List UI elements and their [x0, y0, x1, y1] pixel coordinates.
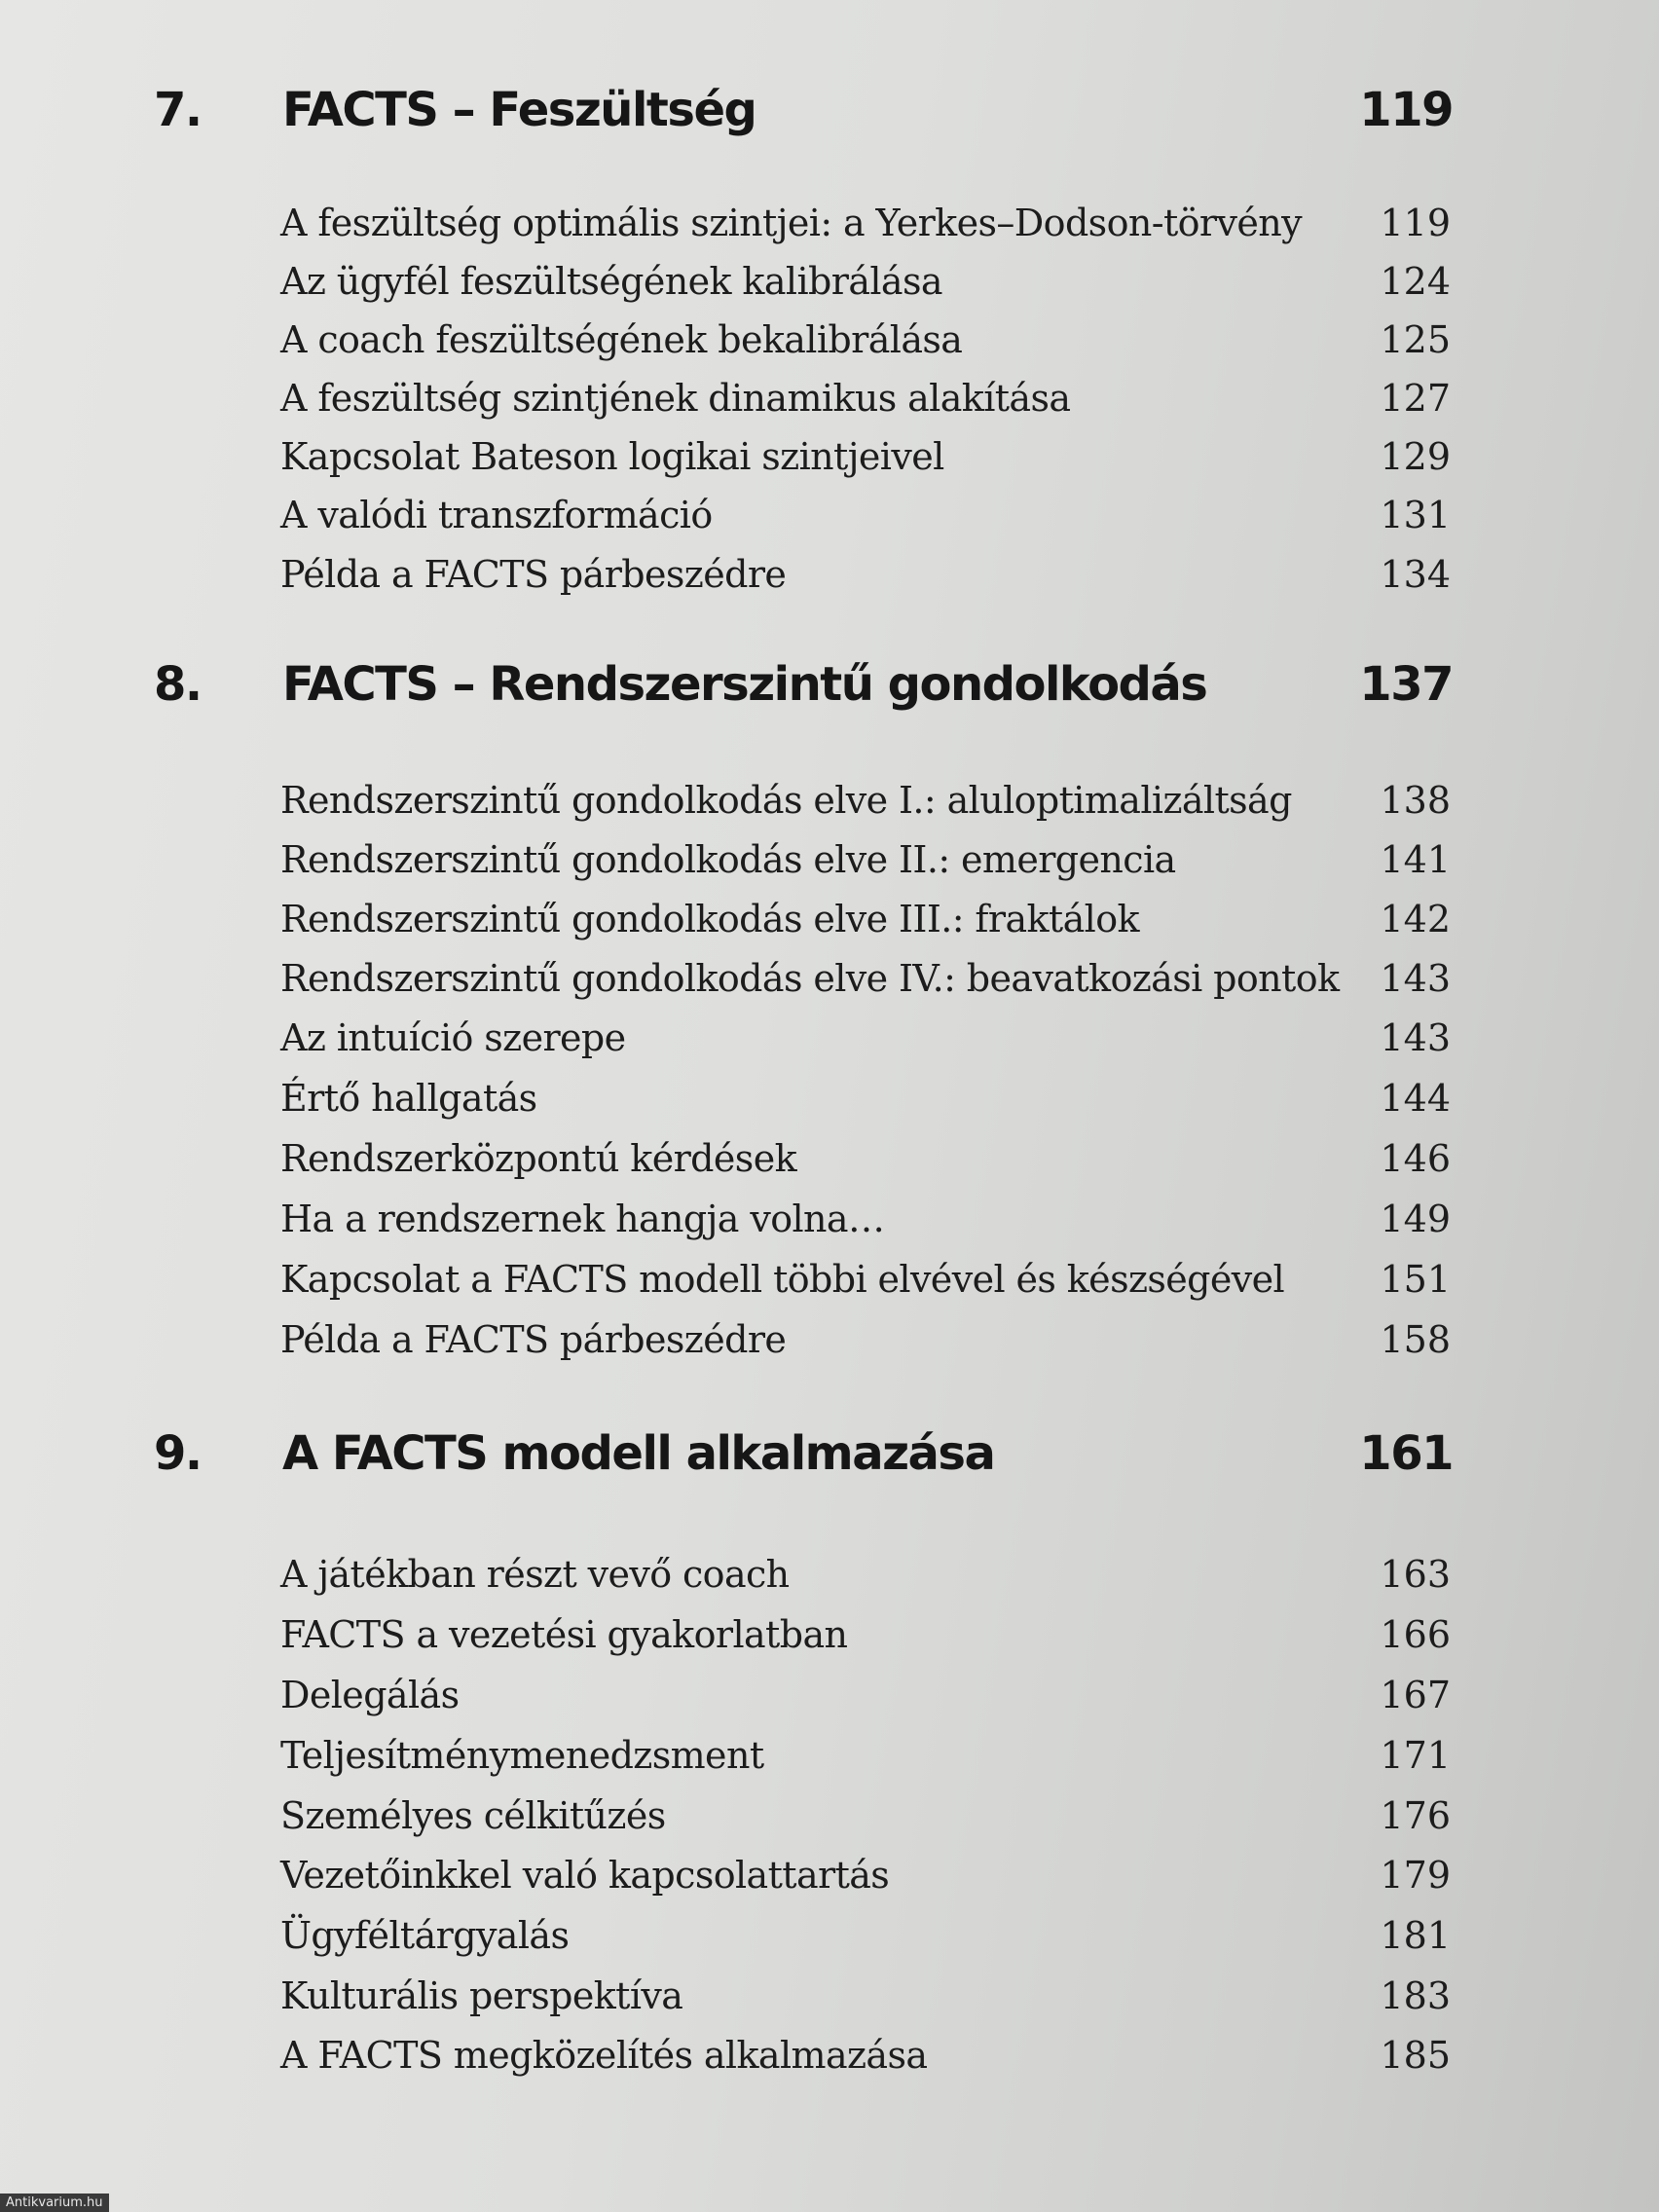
toc-entry: [0, 1734, 1659, 1783]
toc-entry: [0, 1794, 1659, 1843]
toc-entry-page: 134: [1380, 553, 1451, 596]
toc-entry: [0, 553, 1659, 602]
toc-entry: [0, 1137, 1659, 1186]
toc-entry-page: 119: [1380, 202, 1451, 244]
toc-entry-page: 124: [1380, 260, 1451, 303]
watermark-logo: Antikvarium.hu: [0, 2194, 109, 2212]
toc-entry-title: Az intuíció szerepe: [280, 1016, 626, 1059]
toc-entry-title: Az ügyfél feszültségének kalibrálása: [280, 260, 942, 303]
toc-entry-page: 143: [1380, 1016, 1451, 1059]
toc-entry-title: Rendszerszintű gondolkodás elve II.: emergencia: [280, 838, 1176, 881]
toc-entry-page: 127: [1380, 377, 1451, 420]
toc-entry-title: Értő hallgatás: [280, 1077, 537, 1120]
toc-entry: [0, 377, 1659, 425]
toc-entry: [0, 1016, 1659, 1065]
toc-entry-title: Ha a rendszernek hangja volna…: [280, 1198, 885, 1240]
toc-entry: [0, 1077, 1659, 1125]
toc-entry-title: Személyes célkitűzés: [280, 1794, 666, 1837]
toc-entry-page: 185: [1380, 2034, 1451, 2077]
toc-entry: [0, 779, 1659, 828]
toc-entry-title: Rendszerszintű gondolkodás elve IV.: beavatkozási pontok: [280, 957, 1340, 1000]
toc-entry-title: Rendszerközpontú kérdések: [280, 1137, 797, 1180]
toc-entry: [0, 1258, 1659, 1307]
chapter-heading: [0, 83, 1659, 141]
chapter-title: A FACTS modell alkalmazása: [282, 1426, 995, 1481]
toc-entry-title: A feszültség optimális szintjei: a Yerkes–Dodson-törvény: [280, 202, 1302, 244]
toc-entry-title: Rendszerszintű gondolkodás elve I.: aluloptimalizáltság: [280, 779, 1292, 822]
toc-entry-page: 142: [1380, 898, 1451, 940]
toc-entry-title: Kapcsolat a FACTS modell többi elvével és készségével: [280, 1258, 1285, 1301]
chapter-heading: [0, 1426, 1659, 1485]
toc-entry-title: A FACTS megközelítés alkalmazása: [280, 2034, 928, 2077]
toc-entry-page: 149: [1380, 1198, 1451, 1240]
toc-entry: [0, 1914, 1659, 1963]
toc-entry-title: A valódi transzformáció: [280, 494, 713, 536]
chapter-page: 119: [1359, 83, 1453, 137]
toc-entry-title: Teljesítménymenedzsment: [280, 1734, 764, 1777]
toc-entry: [0, 1974, 1659, 2023]
toc-entry-page: 167: [1380, 1674, 1451, 1716]
toc-entry: [0, 1613, 1659, 1662]
toc-entry: [0, 435, 1659, 484]
toc-entry-page: 146: [1380, 1137, 1451, 1180]
chapter-heading: [0, 657, 1659, 716]
toc-entry-title: A játékban részt vevő coach: [280, 1553, 790, 1596]
toc-entry-page: 176: [1380, 1794, 1451, 1837]
chapter-page: 161: [1359, 1426, 1453, 1481]
toc-entry: [0, 838, 1659, 887]
toc-entry-page: 141: [1380, 838, 1451, 881]
toc-entry: [0, 318, 1659, 367]
toc-entry-page: 144: [1380, 1077, 1451, 1120]
toc-entry-title: Kapcsolat Bateson logikai szintjeivel: [280, 435, 944, 478]
toc-entry-page: 129: [1380, 435, 1451, 478]
toc-entry-title: Példa a FACTS párbeszédre: [280, 1318, 787, 1361]
chapter-number: 7.: [154, 83, 202, 137]
toc-entry-title: Ügyféltárgyalás: [280, 1914, 570, 1957]
toc-entry-page: 158: [1380, 1318, 1451, 1361]
toc-entry-page: 163: [1380, 1553, 1451, 1596]
toc-entry: [0, 2034, 1659, 2083]
toc-entry-title: Kulturális perspektíva: [280, 1974, 683, 2017]
toc-entry-title: Vezetőinkkel való kapcsolattartás: [280, 1854, 890, 1897]
toc-entry: [0, 1854, 1659, 1902]
toc-entry: [0, 1318, 1659, 1367]
toc-entry-title: A coach feszültségének bekalibrálása: [280, 318, 963, 361]
toc-entry-page: 179: [1380, 1854, 1451, 1897]
toc-entry-page: 151: [1380, 1258, 1451, 1301]
chapter-title: FACTS – Rendszerszintű gondolkodás: [282, 657, 1207, 712]
toc-entry-title: Delegálás: [280, 1674, 460, 1716]
toc-entry-title: Példa a FACTS párbeszédre: [280, 553, 787, 596]
toc-entry-page: 181: [1380, 1914, 1451, 1957]
toc-entry-title: A feszültség szintjének dinamikus alakítása: [280, 377, 1071, 420]
chapter-number: 8.: [154, 657, 202, 712]
toc-entry-page: 183: [1380, 1974, 1451, 2017]
toc-entry-title: FACTS a vezetési gyakorlatban: [280, 1613, 848, 1656]
toc-entry-page: 131: [1380, 494, 1451, 536]
toc-entry: [0, 898, 1659, 946]
toc-entry: [0, 1553, 1659, 1602]
toc-entry: [0, 1198, 1659, 1246]
toc-entry-page: 166: [1380, 1613, 1451, 1656]
toc-entry-title: Rendszerszintű gondolkodás elve III.: fraktálok: [280, 898, 1139, 940]
toc-entry: [0, 957, 1659, 1006]
chapter-number: 9.: [154, 1426, 202, 1481]
chapter-page: 137: [1359, 657, 1453, 712]
toc-entry: [0, 1674, 1659, 1722]
chapter-title: FACTS – Feszültség: [282, 83, 756, 137]
toc-entry: [0, 494, 1659, 542]
toc-entry-page: 125: [1380, 318, 1451, 361]
toc-entry: [0, 202, 1659, 250]
toc-entry-page: 138: [1380, 779, 1451, 822]
toc-entry: [0, 260, 1659, 309]
toc-entry-page: 171: [1380, 1734, 1451, 1777]
toc-entry-page: 143: [1380, 957, 1451, 1000]
